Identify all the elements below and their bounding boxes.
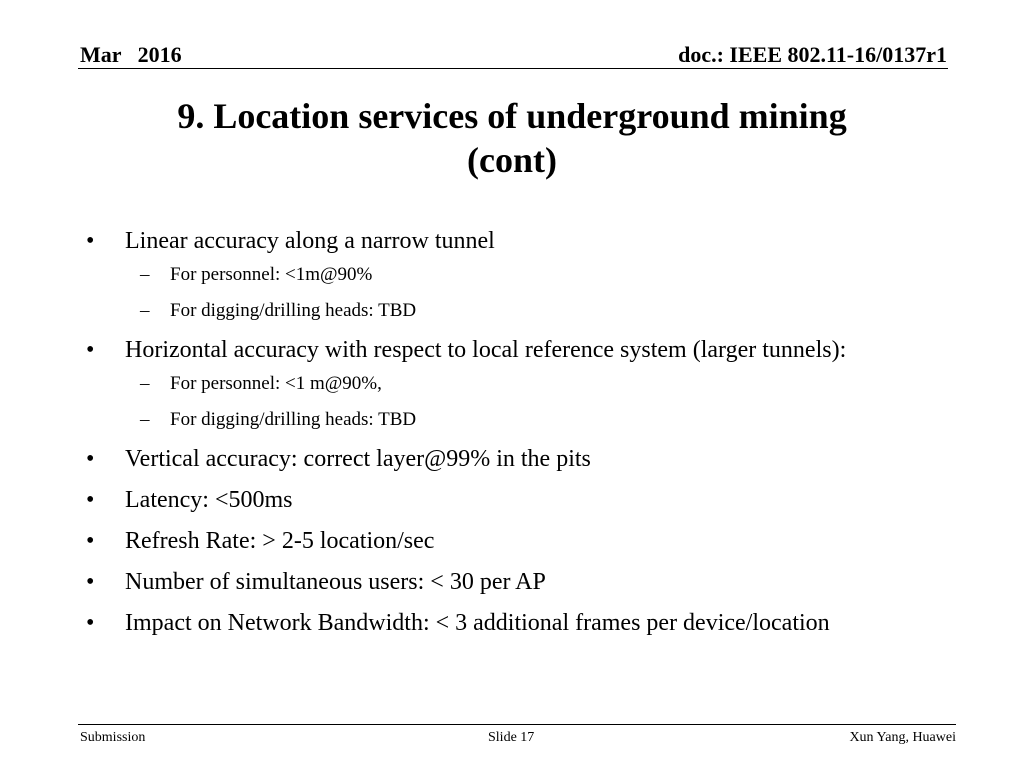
bullet-item (80, 526, 1000, 556)
sub-bullet-marker: – (140, 373, 150, 394)
bullet-marker: • (86, 446, 95, 472)
bullet-marker: • (86, 610, 95, 636)
slide-title-line-1: 9. Location services of underground mining (177, 96, 847, 136)
bullet-marker: • (86, 569, 95, 595)
bullet-item (80, 567, 1000, 597)
sub-bullet-item (80, 263, 1000, 287)
bullet-text: Impact on Network Bandwidth: < 3 additional frames per device/location (125, 610, 830, 636)
bullet-item (80, 335, 1000, 365)
bullet-list (80, 226, 1000, 649)
bullet-text: Linear accuracy along a narrow tunnel (125, 228, 495, 254)
sub-bullet-text: For digging/drilling heads: TBD (170, 300, 417, 321)
sub-bullet-marker: – (140, 264, 150, 285)
bullet-marker: • (86, 228, 95, 254)
bullet-item (80, 444, 1000, 474)
bullet-text: Refresh Rate: > 2-5 location/sec (125, 528, 435, 554)
bullet-item (80, 608, 1000, 638)
sub-bullet-marker: – (140, 409, 150, 430)
sub-bullet-marker: – (140, 300, 150, 321)
header-divider (78, 68, 948, 69)
bullet-marker: • (86, 528, 95, 554)
footer-submission: Submission (80, 730, 146, 745)
bullet-item (80, 226, 1000, 256)
sub-bullet-list (80, 372, 1000, 432)
bullet-text: Number of simultaneous users: < 30 per AP (125, 569, 546, 595)
sub-bullet-list (80, 263, 1000, 323)
sub-bullet-item (80, 408, 1000, 432)
footer-author: Xun Yang, Huawei (849, 730, 956, 745)
sub-bullet-item (80, 372, 1000, 396)
bullet-text: Vertical accuracy: correct layer@99% in the pits (125, 446, 591, 472)
slide-title (80, 94, 944, 182)
footer-divider (78, 724, 956, 725)
bullet-marker: • (86, 487, 95, 513)
slide-title-line-2: (cont) (467, 140, 557, 180)
sub-bullet-text: For personnel: <1 m@90%, (170, 373, 382, 394)
bullet-marker: • (86, 337, 95, 363)
footer-slide-number: Slide 17 (488, 730, 535, 745)
bullet-text: Horizontal accuracy with respect to local reference system (larger tunnels): (125, 337, 847, 363)
sub-bullet-text: For personnel: <1m@90% (170, 264, 373, 285)
header-doc-id: doc.: IEEE 802.11-16/0137r1 (678, 42, 947, 67)
bullet-item (80, 485, 1000, 515)
bullet-text: Latency: <500ms (125, 487, 293, 513)
sub-bullet-text: For digging/drilling heads: TBD (170, 409, 417, 430)
header-date: Mar 2016 (80, 42, 182, 67)
sub-bullet-item (80, 299, 1000, 323)
